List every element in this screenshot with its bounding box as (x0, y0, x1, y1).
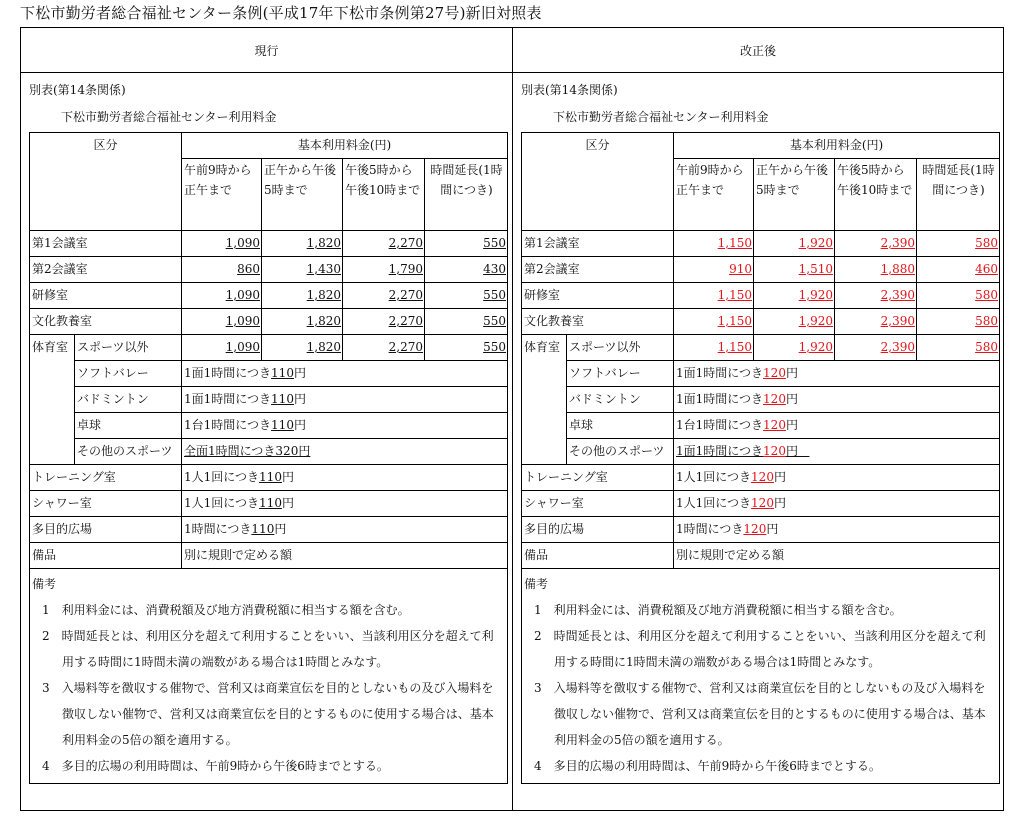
fee-amount: 110 (271, 418, 294, 432)
fee-prefix: 1面1時間につき (184, 392, 272, 406)
document-title: 下松市勤労者総合福祉センター条例(平成17年下松市条例第27号)新旧対照表 (20, 4, 542, 22)
notes-row (522, 569, 1000, 784)
fee-suffix: 円 (281, 470, 294, 484)
facility-label: 備品 (522, 543, 674, 569)
sport-label: バドミントン (567, 387, 674, 413)
fee-suffix: 円 (766, 522, 779, 536)
fee-value: 1,150 (717, 340, 753, 354)
table-row (30, 361, 508, 387)
fee-value: 1,920 (798, 288, 834, 302)
fee-prefix: 1人1回につき (676, 496, 752, 510)
room-label: 文化教養室 (522, 309, 674, 335)
fee-value: 1,150 (717, 236, 753, 250)
fee-table-title: 下松市勤労者総合福祉センター利用料金 (553, 110, 769, 124)
fee-amount: 320 (275, 444, 299, 458)
fee-amount: 120 (751, 496, 774, 510)
facility-label: シャワー室 (522, 491, 674, 517)
notes-row (30, 569, 508, 784)
table-row (522, 309, 1000, 335)
fee-prefix: 1面1時間につき (676, 366, 764, 380)
fee-value: 580 (975, 340, 999, 354)
fee-value: 1,920 (798, 314, 834, 328)
fee-suffix: 円 (773, 496, 786, 510)
table-row (30, 517, 508, 543)
fee-value: 1,090 (225, 314, 261, 328)
fee-suffix: 円 (274, 522, 287, 536)
room-label: 第2会議室 (522, 257, 674, 283)
table-row (30, 257, 508, 283)
fee-table-current (29, 132, 508, 784)
fee-suffix: 円 (785, 392, 798, 406)
period-header: 午前9時から正午まで (674, 159, 754, 231)
note-item: 4 多目的広場の利用時間は、午前9時から午後6時までとする。 (42, 759, 389, 773)
fee-prefix: 1人1回につき (184, 496, 260, 510)
fee-value: 1,920 (798, 236, 834, 250)
period-header: 午後5時から午後10時まで (835, 159, 917, 231)
period-header: 時間延長(1時間につき) (425, 159, 508, 231)
equipment-fee: 別に規則で定める額 (674, 543, 1000, 569)
sport-label: 卓球 (567, 413, 674, 439)
note-item: 4 多目的広場の利用時間は、午前9時から午後6時までとする。 (534, 759, 881, 773)
facility-label: 多目的広場 (522, 517, 674, 543)
sport-label: バドミントン (75, 387, 182, 413)
fee-suffix: 円 (298, 444, 311, 458)
fee-value: 460 (975, 262, 999, 276)
fee-amount: 120 (763, 366, 786, 380)
note-item: 1 利用料金には、消費税額及び地方消費税額に相当する額を含む。 (534, 603, 902, 617)
fee-value: 910 (729, 262, 753, 276)
fee-amount: 110 (271, 366, 294, 380)
gym-non-sports-label: スポーツ以外 (75, 335, 182, 361)
fee-prefix: 1台1時間につき (184, 418, 272, 432)
fee-table-title: 下松市勤労者総合福祉センター利用料金 (61, 110, 277, 124)
period-header: 正午から午後5時まで (754, 159, 835, 231)
fee-amount: 120 (763, 392, 786, 406)
gym-label: 体育室 (522, 335, 567, 465)
fee-amount: 120 (763, 418, 786, 432)
room-label: 文化教養室 (30, 309, 182, 335)
fee-value: 430 (483, 262, 507, 276)
table-row (30, 439, 508, 465)
room-label: 第1会議室 (522, 231, 674, 257)
fee-value: 1,880 (880, 262, 916, 276)
table-row (30, 335, 508, 361)
current-column-header: 現行 (21, 28, 513, 73)
facility-label: シャワー室 (30, 491, 182, 517)
table-row (522, 231, 1000, 257)
fee-suffix: 円 (293, 366, 306, 380)
category-header: 区分 (522, 133, 674, 231)
comparison-table (20, 27, 1004, 811)
fee-value: 1,510 (798, 262, 834, 276)
room-label: 研修室 (522, 283, 674, 309)
sport-label: ソフトバレー (75, 361, 182, 387)
fee-prefix: 全面1時間につき (184, 444, 276, 458)
table-row (522, 491, 1000, 517)
note-item: 2 時間延長とは、利用区分を超えて利用することをいい、当該利用区分を超えて利用する時間に1時間未満の端数がある場合は1時間とみなす。 (42, 629, 494, 669)
facility-label: トレーニング室 (30, 465, 182, 491)
table-row (30, 283, 508, 309)
fee-value: 1,790 (388, 262, 424, 276)
fee-amount: 120 (743, 522, 767, 536)
table-row (522, 257, 1000, 283)
fee-amount: 120 (763, 444, 786, 458)
fee-amount: 110 (259, 496, 282, 510)
fee-prefix: 1時間につき (676, 522, 744, 536)
fee-amount: 110 (271, 392, 294, 406)
fee-value: 1,430 (306, 262, 342, 276)
fee-value: 1,820 (306, 340, 342, 354)
notes-title: 備考 (524, 577, 549, 591)
fee-suffix: 円 (785, 444, 798, 458)
fee-value: 1,150 (717, 288, 753, 302)
appendix-heading: 別表(第14条関係) (29, 83, 126, 97)
category-header: 区分 (30, 133, 182, 231)
fee-value: 580 (975, 314, 999, 328)
table-row (30, 413, 508, 439)
table-row (522, 283, 1000, 309)
fee-suffix: 円 (293, 392, 306, 406)
fee-value: 2,270 (388, 236, 424, 250)
basic-fee-header: 基本利用料金(円) (182, 133, 508, 159)
fee-prefix: 1台1時間につき (676, 418, 764, 432)
fee-value: 550 (483, 236, 507, 250)
table-row (30, 309, 508, 335)
fee-value: 2,270 (388, 288, 424, 302)
facility-label: 多目的広場 (30, 517, 182, 543)
fee-value: 1,820 (306, 288, 342, 302)
room-label: 第1会議室 (30, 231, 182, 257)
table-row (522, 439, 1000, 465)
equipment-fee: 別に規則で定める額 (182, 543, 508, 569)
fee-suffix: 円 (785, 366, 798, 380)
fee-value: 550 (483, 340, 507, 354)
sport-label: ソフトバレー (567, 361, 674, 387)
fee-prefix: 1面1時間につき (676, 444, 764, 458)
table-row (522, 465, 1000, 491)
notes-title: 備考 (32, 577, 57, 591)
fee-prefix: 1人1回につき (184, 470, 260, 484)
table-row (522, 361, 1000, 387)
fee-value: 2,390 (880, 288, 916, 302)
fee-value: 1,090 (225, 288, 261, 302)
table-row (522, 335, 1000, 361)
table-row (30, 491, 508, 517)
fee-value: 1,920 (798, 340, 834, 354)
note-item: 1 利用料金には、消費税額及び地方消費税額に相当する額を含む。 (42, 603, 410, 617)
table-row (30, 387, 508, 413)
revised-column-header: 改正後 (513, 28, 1003, 73)
facility-label: トレーニング室 (522, 465, 674, 491)
table-row (522, 517, 1000, 543)
fee-value: 2,390 (880, 236, 916, 250)
room-label: 第2会議室 (30, 257, 182, 283)
basic-fee-header: 基本利用料金(円) (674, 133, 1000, 159)
fee-table-revised (521, 132, 1000, 784)
table-row (30, 465, 508, 491)
fee-prefix: 1面1時間につき (184, 366, 272, 380)
table-row (30, 231, 508, 257)
fee-suffix: 円 (293, 418, 306, 432)
fee-value: 2,270 (388, 314, 424, 328)
period-header: 午前9時から正午まで (182, 159, 262, 231)
fee-amount: 120 (751, 470, 774, 484)
gym-non-sports-label: スポーツ以外 (567, 335, 674, 361)
table-row (522, 387, 1000, 413)
room-label: 研修室 (30, 283, 182, 309)
facility-label: 備品 (30, 543, 182, 569)
fee-value: 580 (975, 288, 999, 302)
fee-value: 1,090 (225, 236, 261, 250)
note-item: 2 時間延長とは、利用区分を超えて利用することをいい、当該利用区分を超えて利用する時間に1時間未満の端数がある場合は1時間とみなす。 (534, 629, 986, 669)
fee-value: 1,150 (717, 314, 753, 328)
sport-label: その他のスポーツ (75, 439, 182, 465)
fee-value: 2,270 (388, 340, 424, 354)
fee-value: 550 (483, 288, 507, 302)
fee-value: 1,820 (306, 314, 342, 328)
table-row (30, 543, 508, 569)
fee-amount: 110 (251, 522, 275, 536)
fee-value: 860 (237, 262, 261, 276)
appendix-heading: 別表(第14条関係) (521, 83, 618, 97)
sport-label: その他のスポーツ (567, 439, 674, 465)
fee-value: 2,390 (880, 340, 916, 354)
note-item: 3 入場料等を徴収する催物で、営利又は商業宣伝を目的としないもの及び入場料を徴収しない催物で、営利又は商業宣伝を目的とするものに使用する場合は、基本利用料金の5倍の額を適用する。 (534, 681, 986, 747)
period-header: 正午から午後5時まで (262, 159, 343, 231)
table-row (522, 413, 1000, 439)
fee-value: 1,820 (306, 236, 342, 250)
period-header: 時間延長(1時間につき) (917, 159, 1000, 231)
fee-value: 2,390 (880, 314, 916, 328)
period-header: 午後5時から午後10時まで (343, 159, 425, 231)
sport-label: 卓球 (75, 413, 182, 439)
fee-suffix: 円 (773, 470, 786, 484)
gym-label: 体育室 (30, 335, 75, 465)
table-row (522, 543, 1000, 569)
fee-suffix: 円 (785, 418, 798, 432)
fee-prefix: 1人1回につき (676, 470, 752, 484)
note-item: 3 入場料等を徴収する催物で、営利又は商業宣伝を目的としないもの及び入場料を徴収しない催物で、営利又は商業宣伝を目的とするものに使用する場合は、基本利用料金の5倍の額を適用する。 (42, 681, 494, 747)
fee-value: 1,090 (225, 340, 261, 354)
revised-column (513, 73, 1003, 810)
fee-suffix: 円 (281, 496, 294, 510)
current-column (21, 73, 513, 810)
fee-value: 580 (975, 236, 999, 250)
fee-prefix: 1時間につき (184, 522, 252, 536)
fee-prefix: 1面1時間につき (676, 392, 764, 406)
fee-value: 550 (483, 314, 507, 328)
fee-amount: 110 (259, 470, 282, 484)
